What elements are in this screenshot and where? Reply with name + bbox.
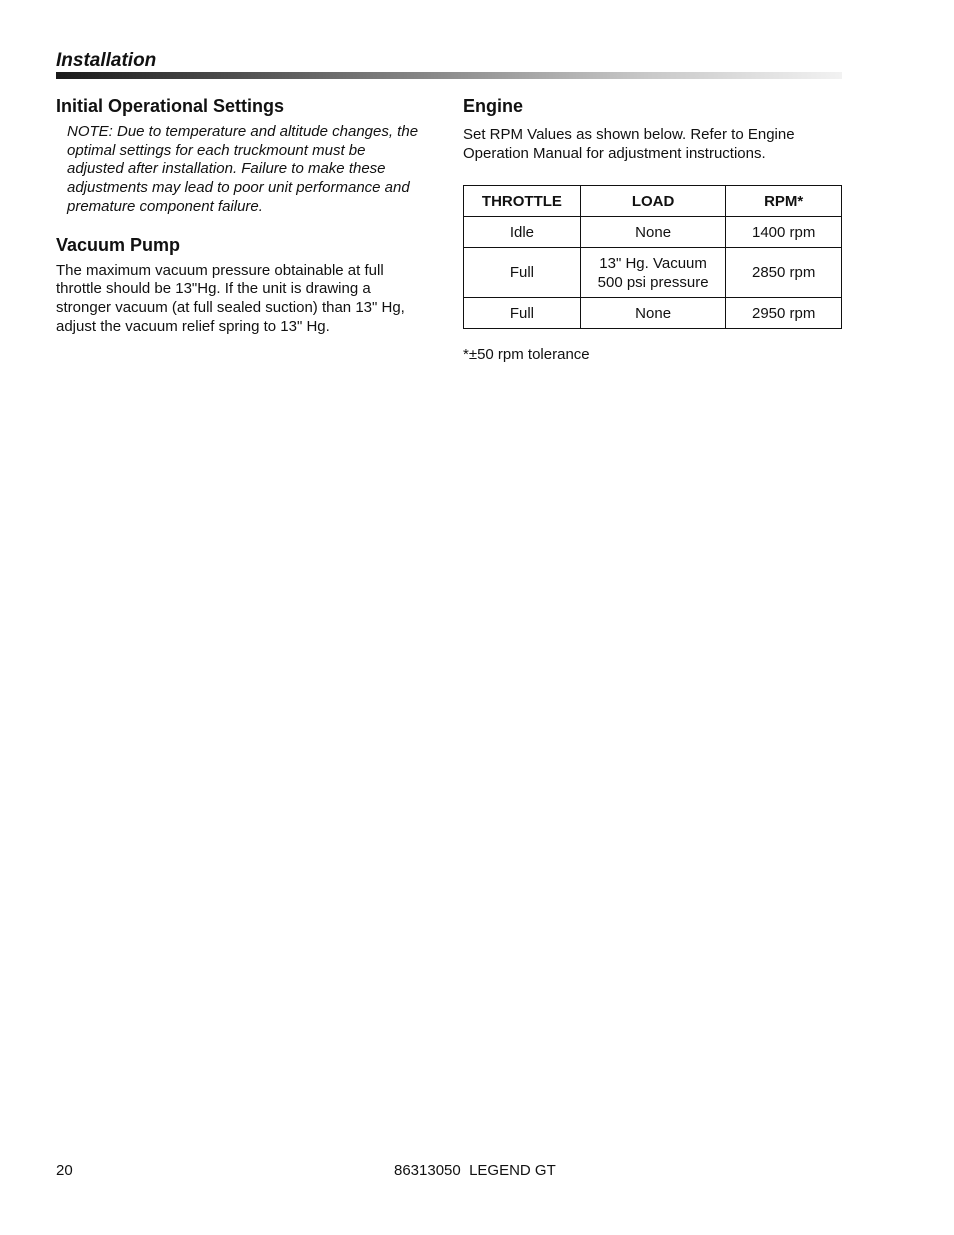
rpm-cell: 2850 rpm (726, 248, 842, 298)
paragraph-line: Operation Manual for adjustment instructions. (463, 144, 766, 162)
load-line: 13" Hg. Vacuum (599, 254, 707, 272)
vacuum-pump-heading: Vacuum Pump (56, 234, 181, 255)
load-line: 500 psi pressure (597, 273, 709, 291)
load-cell: None (580, 298, 726, 329)
vacuum-pump-paragraph (56, 262, 436, 337)
paragraph-line: throttle should be 13"Hg. If the unit is drawing a (56, 280, 371, 298)
rpm-table (463, 185, 842, 329)
engine-paragraph (463, 126, 843, 163)
throttle-cell: Full (464, 248, 581, 298)
left-column (56, 95, 436, 336)
paragraph-line: Set RPM Values as shown below. Refer to Engine (463, 126, 795, 143)
load-cell: None (580, 217, 726, 248)
engine-heading: Engine (463, 96, 524, 116)
table-row (464, 217, 842, 248)
page-number: 20 (56, 1162, 73, 1179)
right-column (463, 95, 843, 163)
rpm-cell: 1400 rpm (726, 217, 842, 248)
note-line: NOTE: Due to temperature and altitude changes, the (67, 123, 419, 140)
rpm-tolerance-footnote: *±50 rpm tolerance (463, 346, 590, 363)
paragraph-line: The maximum vacuum pressure obtainable at full (56, 261, 384, 279)
rpm-column-header: RPM* (726, 186, 842, 217)
throttle-column-header: THROTTLE (464, 186, 581, 217)
rpm-cell: 2950 rpm (726, 298, 842, 329)
installation-note (67, 123, 436, 217)
header-rule (56, 72, 842, 79)
section-header: Installation (56, 50, 157, 71)
paragraph-line: adjust the vacuum relief spring to 13" Hg. (56, 317, 330, 335)
paragraph-line: stronger vacuum (at full sealed suction) than 13" Hg, (56, 298, 405, 316)
note-line: adjusted after installation. Failure to make these (67, 160, 386, 178)
initial-settings-heading: Initial Operational Settings (56, 96, 285, 116)
table-header-row (464, 186, 842, 217)
table-row (464, 248, 842, 298)
load-column-header: LOAD (580, 186, 726, 217)
table-row (464, 298, 842, 329)
note-line: adjustments may lead to poor unit performance and (67, 179, 410, 197)
load-cell (580, 248, 726, 298)
document-title: 86313050 LEGEND GT (394, 1162, 556, 1179)
note-line: optimal settings for each truckmount must be (67, 141, 366, 159)
throttle-cell: Idle (464, 217, 581, 248)
throttle-cell: Full (464, 298, 581, 329)
note-line: premature component failure. (67, 197, 263, 215)
